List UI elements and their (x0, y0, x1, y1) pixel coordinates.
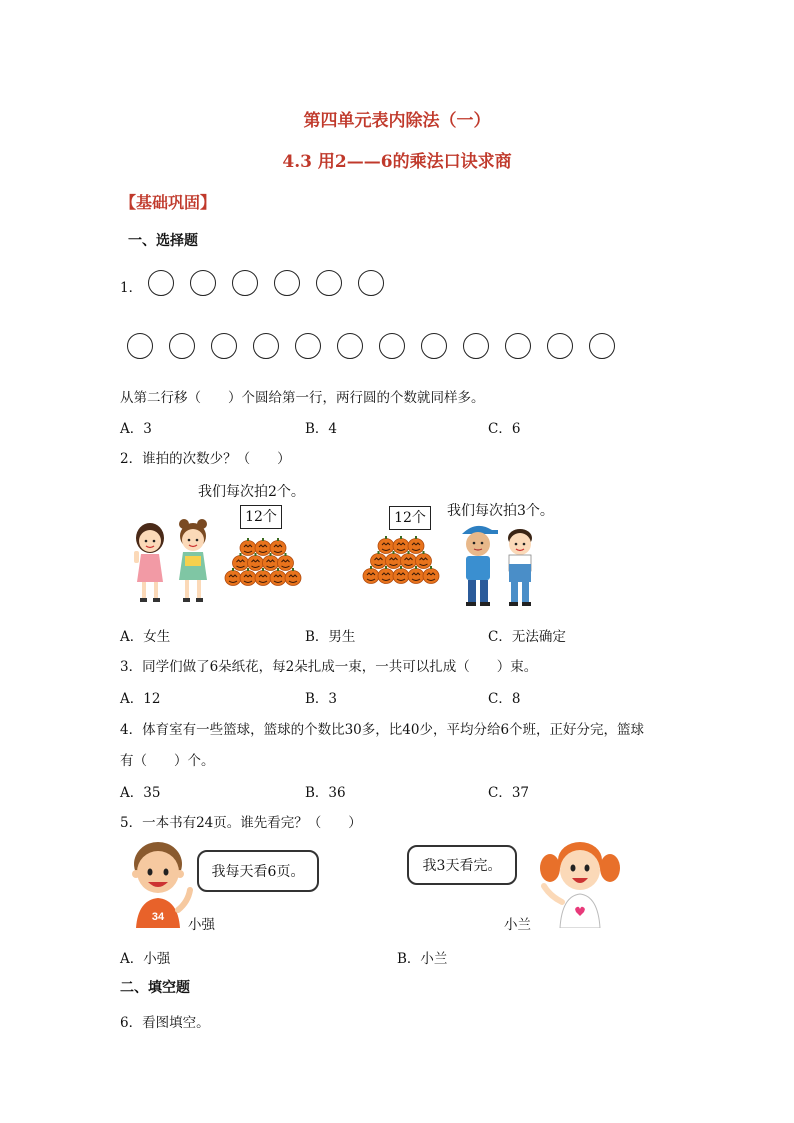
q4-option-b[interactable]: B．36 (305, 785, 346, 801)
boy-speech-bubble (197, 850, 319, 892)
pumpkin-icon (270, 538, 286, 556)
boys-count-label: 12个 (389, 506, 431, 530)
two-boys-illustration (458, 520, 542, 608)
boys-speech: 我们每次拍3个。 (447, 503, 554, 519)
circle (589, 333, 615, 359)
circle (421, 333, 447, 359)
circle (148, 270, 174, 296)
two-girls-illustration (126, 514, 216, 606)
pumpkin-icon (255, 538, 271, 556)
q3-option-a[interactable]: A．12 (120, 691, 161, 707)
q1-option-a[interactable]: A．3 (120, 421, 152, 437)
pumpkin-icon (240, 538, 256, 556)
q4-text-line1: 4．体育室有一些篮球，篮球的个数比30多，比40少，平均分给6个班，正好分完，篮球 (120, 722, 645, 738)
q4-text-line2: 有（ ）个。 (120, 753, 215, 769)
circle (358, 270, 384, 296)
q2-option-c[interactable]: C．无法确定 (488, 629, 566, 645)
circle (253, 333, 279, 359)
part1-heading: 一、选择题 (128, 233, 198, 249)
q2-option-b[interactable]: B．男生 (305, 629, 356, 645)
q2-text: 2．谁拍的次数少？（ ） (120, 451, 291, 467)
circle (547, 333, 573, 359)
circle (232, 270, 258, 296)
q3-text: 3．同学们做了6朵纸花，每2朵扎成一束，一共可以扎成（ ）束。 (120, 659, 538, 675)
circle (190, 270, 216, 296)
pumpkin-icon (408, 536, 424, 554)
circle (274, 270, 300, 296)
section-tag: 【基础巩固】 (120, 193, 217, 212)
q5-text: 5．一本书有24页。谁先看完？（ ） (120, 815, 362, 831)
q1-text: 从第二行移（ ）个圆给第一行，两行圆的个数就同样多。 (120, 390, 485, 406)
q6-text: 6．看图填空。 (120, 1015, 210, 1031)
q5-option-b[interactable]: B．小兰 (397, 951, 448, 967)
circle (337, 333, 363, 359)
q4-option-c[interactable]: C．37 (488, 785, 530, 801)
girl-name: 小兰 (504, 917, 531, 933)
pumpkin-pile-girls (222, 536, 304, 592)
q1-option-c[interactable]: C．6 (488, 421, 521, 437)
q5-option-a[interactable]: A．小强 (120, 951, 171, 967)
circle (211, 333, 237, 359)
boy-speech-text: 我每天看6页。 (211, 864, 305, 880)
girls-speech: 我们每次拍2个。 (198, 484, 305, 500)
q4-option-a[interactable]: A．35 (120, 785, 161, 801)
circle (379, 333, 405, 359)
pumpkin-icon (378, 536, 394, 554)
circle (127, 333, 153, 359)
boy-name: 小强 (188, 917, 215, 933)
q1-option-b[interactable]: B．4 (305, 421, 338, 437)
girl-speech-text: 我3天看完。 (422, 858, 502, 874)
lesson-title: 4.3 用2——6的乘法口诀求商 (282, 152, 512, 172)
q3-option-b[interactable]: B．3 (305, 691, 338, 707)
pumpkin-pile-boys (360, 534, 442, 590)
boy-shirt-number: 34 (151, 911, 165, 923)
girl-xiaolan-illustration (536, 838, 624, 928)
pumpkin-icon (393, 536, 409, 554)
circle (316, 270, 342, 296)
girl-speech-bubble (407, 845, 517, 885)
part2-heading: 二、填空题 (120, 980, 190, 996)
circle (295, 333, 321, 359)
q3-option-c[interactable]: C．8 (488, 691, 521, 707)
circle (169, 333, 195, 359)
q2-option-a[interactable]: A．女生 (120, 629, 171, 645)
circle (505, 333, 531, 359)
q1-number: 1． (120, 280, 143, 296)
circle (463, 333, 489, 359)
girls-count-label: 12个 (240, 505, 282, 529)
unit-title: 第四单元表内除法（一） (303, 111, 491, 131)
